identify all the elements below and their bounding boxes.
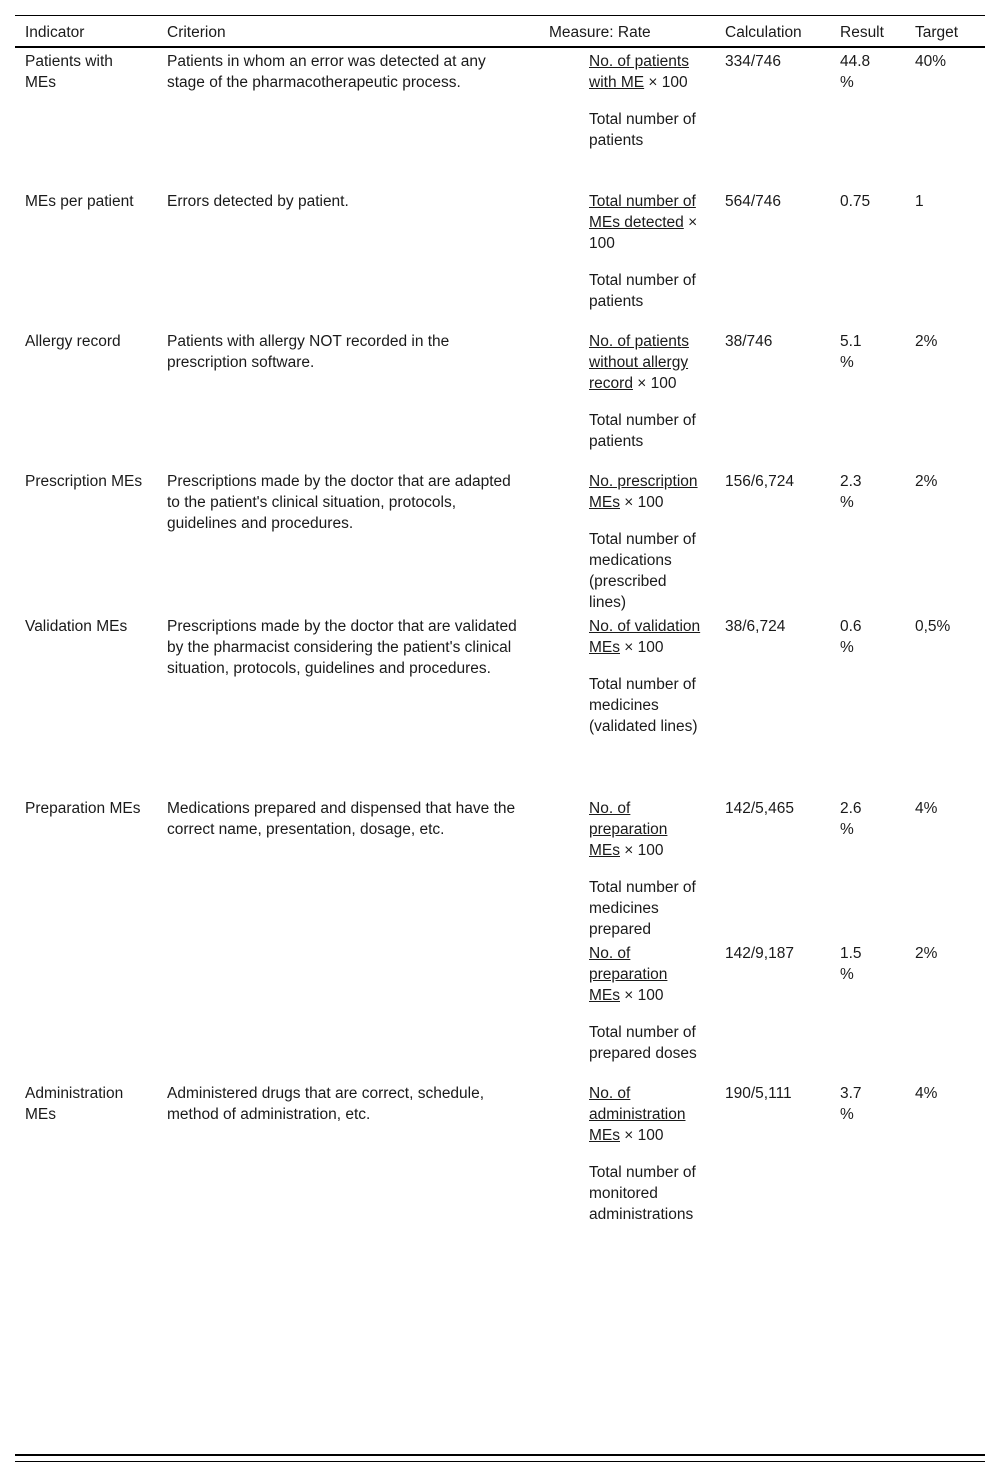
result-cell [830, 188, 905, 328]
target-cell: 4% [915, 1085, 938, 1102]
criterion-cell: Patients with allergy NOT recorded in the prescription software. [167, 333, 450, 371]
measure-numerator [589, 1083, 701, 1146]
indicator-table-container [15, 15, 985, 1243]
measure-cell [527, 940, 715, 1080]
measure-denominator: Total number of prepared doses [589, 1024, 697, 1062]
calculation-cell: 156/6,724 [725, 473, 794, 490]
criterion-cell: Administered drugs that are correct, schedule, method of administration, etc. [167, 1085, 485, 1123]
measure-numerator [589, 616, 701, 658]
result-value: 2.6 % [840, 800, 862, 838]
result-value: 1.5 % [840, 945, 862, 983]
table-row [15, 468, 985, 613]
result-value: 44.8 % [840, 53, 871, 91]
criterion-cell: Patients in whom an error was detected at any stage of the pharmacotherapeutic process. [167, 53, 486, 91]
measure-denominator: Total number of medications (prescribed lines) [589, 531, 696, 611]
table-row [15, 940, 985, 1080]
table-row [15, 1080, 985, 1243]
measure-denominator: Total number of medicines (validated lines) [589, 676, 698, 735]
calculation-cell: 142/5,465 [725, 800, 794, 817]
indicator-cell: MEs per patient [25, 193, 134, 210]
target-cell: 2% [915, 333, 938, 350]
multiplier-text: × 100 [620, 494, 664, 511]
multiplier-text: × 100 [632, 375, 677, 392]
result-cell [830, 940, 905, 1080]
table-row [15, 328, 985, 468]
target-cell: 0,5% [915, 618, 951, 635]
table-header [15, 16, 985, 48]
header-target: Target [915, 24, 959, 41]
calculation-cell: 142/9,187 [725, 945, 794, 962]
target-cell: 4% [915, 800, 938, 817]
header-criterion: Criterion [167, 24, 226, 41]
numerator-text: No. of administration MEs [589, 1085, 686, 1144]
calculation-cell: 564/746 [725, 193, 782, 210]
criterion-cell: Errors detected by patient. [167, 193, 349, 210]
measure-numerator [589, 471, 701, 513]
measure-numerator [589, 943, 701, 1006]
indicator-cell [15, 940, 157, 1080]
multiplier-text: × 100 [620, 639, 664, 656]
result-cell [830, 613, 905, 795]
target-cell: 40% [915, 53, 947, 70]
measure-numerator [589, 191, 701, 254]
result-cell [830, 468, 905, 613]
multiplier-text: × 100 [620, 1127, 664, 1144]
measure-cell [527, 328, 715, 468]
table-row [15, 613, 985, 795]
result-cell [830, 328, 905, 468]
measure-denominator: Total number of medicines prepared [589, 879, 696, 938]
result-cell [830, 795, 905, 940]
target-cell: 2% [915, 945, 938, 962]
criterion-cell: Prescriptions made by the doctor that are validated by the pharmacist considering the patient's clinical situation, protocols, guidelines and procedures. [167, 618, 517, 677]
numerator-text: No. prescription MEs [589, 473, 698, 511]
calculation-cell: 190/5,111 [725, 1085, 792, 1102]
measure-denominator: Total number of patients [589, 272, 696, 310]
table-row [15, 188, 985, 328]
result-value: 3.7 % [840, 1085, 862, 1123]
measure-denominator: Total number of monitored administrations [589, 1164, 696, 1223]
header-result: Result [840, 24, 884, 41]
criterion-cell: Medications prepared and dispensed that have the correct name, presentation, dosage, etc. [167, 800, 516, 838]
indicator-cell: Prescription MEs [25, 473, 143, 490]
multiplier-text: × 100 [620, 987, 664, 1004]
header-row [15, 16, 985, 46]
indicator-cell: Patients with MEs [25, 53, 113, 91]
measure-numerator [589, 51, 701, 93]
calculation-cell: 38/6,724 [725, 618, 786, 635]
numerator-text: No. of patients without allergy record [589, 333, 689, 392]
multiplier-text: × 100 [620, 842, 664, 859]
numerator-text: Total number of MEs detected [589, 193, 696, 231]
table-bottom-rule-secondary [15, 1461, 985, 1462]
header-measure: Measure: Rate [549, 24, 651, 41]
measure-numerator [589, 798, 701, 861]
target-cell: 2% [915, 473, 938, 490]
indicator-cell: Allergy record [25, 333, 121, 350]
result-value: 0.6 % [840, 618, 862, 656]
measure-cell [527, 48, 715, 188]
header-indicator: Indicator [25, 24, 85, 41]
indicator-table [15, 16, 985, 1243]
result-cell [830, 48, 905, 188]
result-value: 5.1 % [840, 333, 862, 371]
result-value: 0.75 [840, 193, 871, 210]
target-cell: 1 [915, 193, 924, 210]
measure-cell [527, 613, 715, 795]
measure-cell [527, 795, 715, 940]
measure-denominator: Total number of patients [589, 412, 696, 450]
indicator-cell: Preparation MEs [25, 800, 141, 817]
result-cell [830, 1080, 905, 1243]
calculation-cell: 38/746 [725, 333, 773, 350]
table-body [15, 48, 985, 1243]
indicator-cell: Administration MEs [25, 1085, 124, 1123]
criterion-cell [157, 940, 527, 1080]
indicator-cell: Validation MEs [25, 618, 128, 635]
header-calculation: Calculation [725, 24, 802, 41]
measure-numerator [589, 331, 701, 394]
table-bottom-rule [15, 1454, 985, 1456]
multiplier-text: × 100 [589, 214, 698, 252]
measure-denominator: Total number of patients [589, 111, 696, 149]
measure-cell [527, 1080, 715, 1243]
measure-cell [527, 468, 715, 613]
table-row [15, 48, 985, 188]
numerator-text: No. of preparation MEs [589, 800, 668, 859]
measure-cell [527, 188, 715, 328]
result-value: 2.3 % [840, 473, 862, 511]
numerator-text: No. of patients with ME [589, 53, 689, 91]
criterion-cell: Prescriptions made by the doctor that are adapted to the patient's clinical situation, protocols, guidelines and procedures. [167, 473, 511, 532]
multiplier-text: × 100 [644, 74, 688, 91]
numerator-text: No. of validation MEs [589, 618, 701, 656]
numerator-text: No. of preparation MEs [589, 945, 668, 1004]
table-row [15, 795, 985, 940]
calculation-cell: 334/746 [725, 53, 782, 70]
